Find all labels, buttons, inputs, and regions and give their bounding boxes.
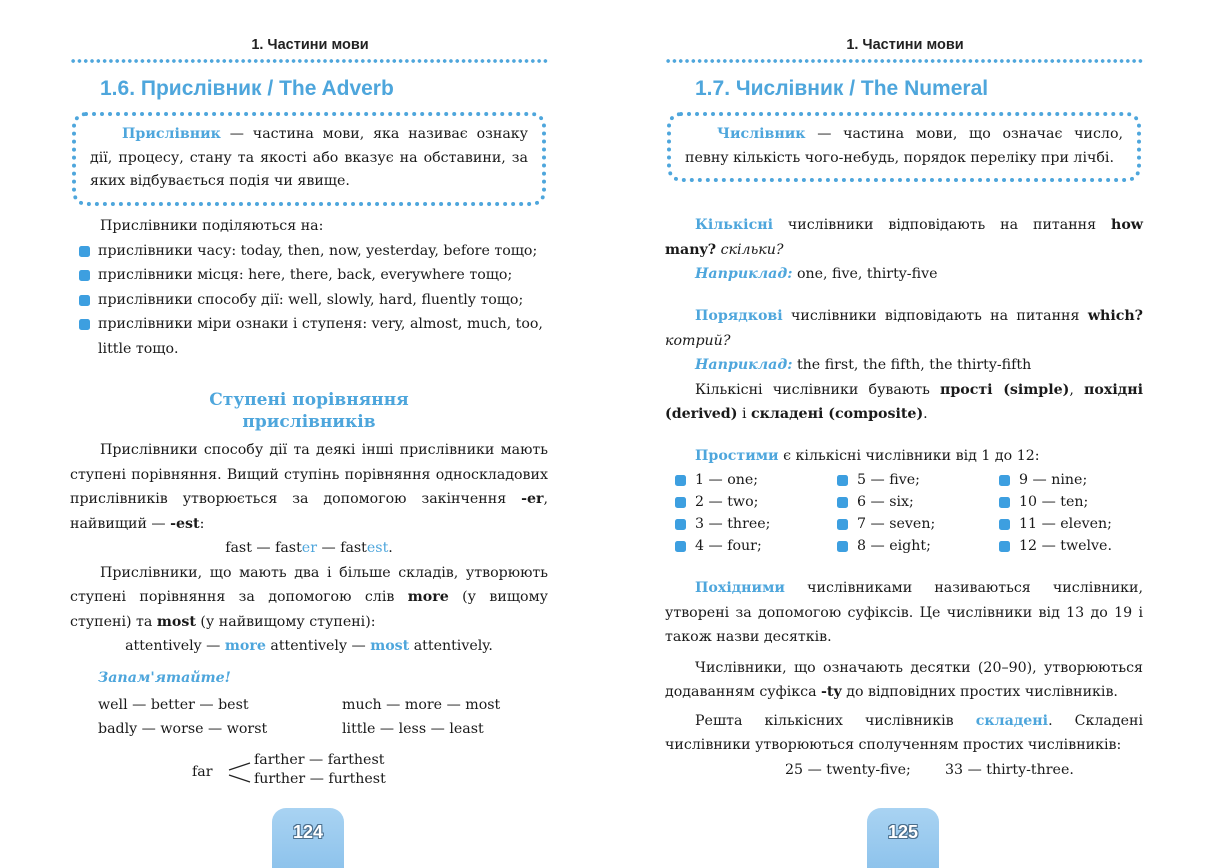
definition-term: Прислівник (122, 126, 221, 142)
list-item: 11 — eleven; (989, 513, 1151, 535)
list-item: прислівники часу: today, then, now, yesterday, before тощо; (70, 239, 548, 264)
list-item: 2 — two; (665, 491, 827, 513)
bullet-icon (675, 541, 686, 552)
bullet-icon (999, 519, 1010, 530)
degrees-paragraph-1: Прислівники способу дії та деякі інші прислівники мають ступені порівняння. Вищий ступінь порівняння односкладових прислівників утворюється за допомогою закінчення -er, найвищий — -est: (70, 442, 548, 532)
list-item: прислівники міри ознаки і ступеня: very, almost, much, too, little тощо. (70, 312, 548, 361)
bullet-icon (675, 519, 686, 530)
degrees-paragraph-2: Прислівники, що мають два і більше складів, утворюють ступені порівняння за допомогою слів more (у вищому ступені) та most (у найвищому ступені): (70, 564, 548, 630)
list-item: прислівники способу дії: well, slowly, hard, fluently тощо; (70, 288, 548, 313)
page-number: 124 (272, 808, 344, 868)
simple-intro: Простими є кількісні числівники від 1 до 12: (695, 448, 1040, 464)
composite-examples: 25 — twenty-five; 33 — thirty-three. (785, 761, 1074, 778)
page-number: 125 (867, 808, 939, 868)
right-page (665, 0, 1145, 861)
subheading: Ступені порівняння прислівників (209, 390, 409, 432)
forms-row: well — better — best much — more — most (98, 697, 501, 713)
running-head: 1. Частини мови (251, 37, 369, 53)
dotted-rule (665, 58, 1145, 64)
branch-lines-icon (228, 758, 254, 788)
derived-section: Похідними числівниками називаються числівники, утворені за допомогою суфіксів. Це числівники від 13 до 19 і також назви десятків. Числівники, що означають десятки (20–90), утворюються додаванням суфікса -ty до відповідних простих числівників. Решта кількісних числівників складені. Складені числівники утворюються сполученням простих числівників: 25 — twenty-five; 33 — thirty-three. (665, 576, 1143, 782)
bullet-icon (79, 246, 90, 257)
numbers-column (989, 469, 1151, 557)
adverb-types (70, 214, 548, 361)
running-head: 1. Частини мови (846, 37, 964, 53)
bullet-icon (837, 519, 848, 530)
list-item: 8 — eight; (827, 535, 989, 557)
list-item: 3 — three; (665, 513, 827, 535)
list-item: 7 — seven; (827, 513, 989, 535)
dotted-rule (70, 58, 550, 64)
bullet-icon (837, 497, 848, 508)
example-attentively: attentively — more attentively — most attentively. (125, 638, 493, 654)
bullet-icon (79, 295, 90, 306)
far-base: far (192, 764, 213, 780)
bullet-icon (675, 497, 686, 508)
definition-text: — частина мови, яка називає ознаку дії, процесу, стану та якості або вказує на обставини, за яких відбувається подія чи явище. (90, 126, 528, 189)
example-fast: fast — faster — fastest. (225, 540, 393, 556)
definition-text: — частина мови, що означає число, певну кількість чого-небудь, порядок переліку при лічбі. (685, 126, 1123, 166)
forms-row: badly — worse — worst little — less — least (98, 721, 484, 737)
types-list (70, 239, 548, 362)
section-title: 1.6. Прислівник / The Adverb (100, 77, 394, 100)
list-item: 5 — five; (827, 469, 989, 491)
bullet-icon (999, 541, 1010, 552)
numbers-column (827, 469, 989, 557)
definition-term: Числівник (717, 126, 806, 142)
list-item: 9 — nine; (989, 469, 1151, 491)
definition-box (72, 112, 546, 206)
list-item: 1 — one; (665, 469, 827, 491)
definition-box (667, 112, 1141, 182)
far-forms: farther — farthest further — furthest (254, 752, 386, 787)
bullet-icon (837, 475, 848, 486)
bullet-icon (999, 475, 1010, 486)
list-item: 10 — ten; (989, 491, 1151, 513)
degrees-text (70, 438, 548, 659)
bullet-icon (79, 319, 90, 330)
numbers-column (665, 469, 827, 557)
kinds-paragraph: Кількісні числівники бувають прості (simple), похідні (derived) і складені (composite). (665, 381, 1143, 422)
list-item: 4 — four; (665, 535, 827, 557)
bullet-icon (999, 497, 1010, 508)
list-item: 12 — twelve. (989, 535, 1151, 557)
left-page (70, 0, 550, 861)
ordinal-section: Порядкові числівники відповідають на питання which? котрий? Наприклад: the first, the fifth, the thirty-fifth Кількісні числівники бувають прості (simple), похідні (derived) і складені (composite). (665, 304, 1143, 427)
list-item: 6 — six; (827, 491, 989, 513)
bullet-icon (675, 475, 686, 486)
section-title: 1.7. Числівник / The Numeral (695, 77, 989, 100)
list-item: прислівники місця: here, there, back, everywhere тощо; (70, 263, 548, 288)
cardinal-section: Кількісні числівники відповідають на питання how many? скільки? Наприклад: one, five, thirty-five (665, 217, 1143, 282)
bullet-icon (837, 541, 848, 552)
numbers-grid (665, 469, 1151, 557)
bullet-icon (79, 270, 90, 281)
irregular-forms (98, 693, 500, 741)
remember-label: Запам'ятайте! (98, 670, 231, 686)
types-intro: Прислівники поділяються на: (100, 218, 324, 234)
